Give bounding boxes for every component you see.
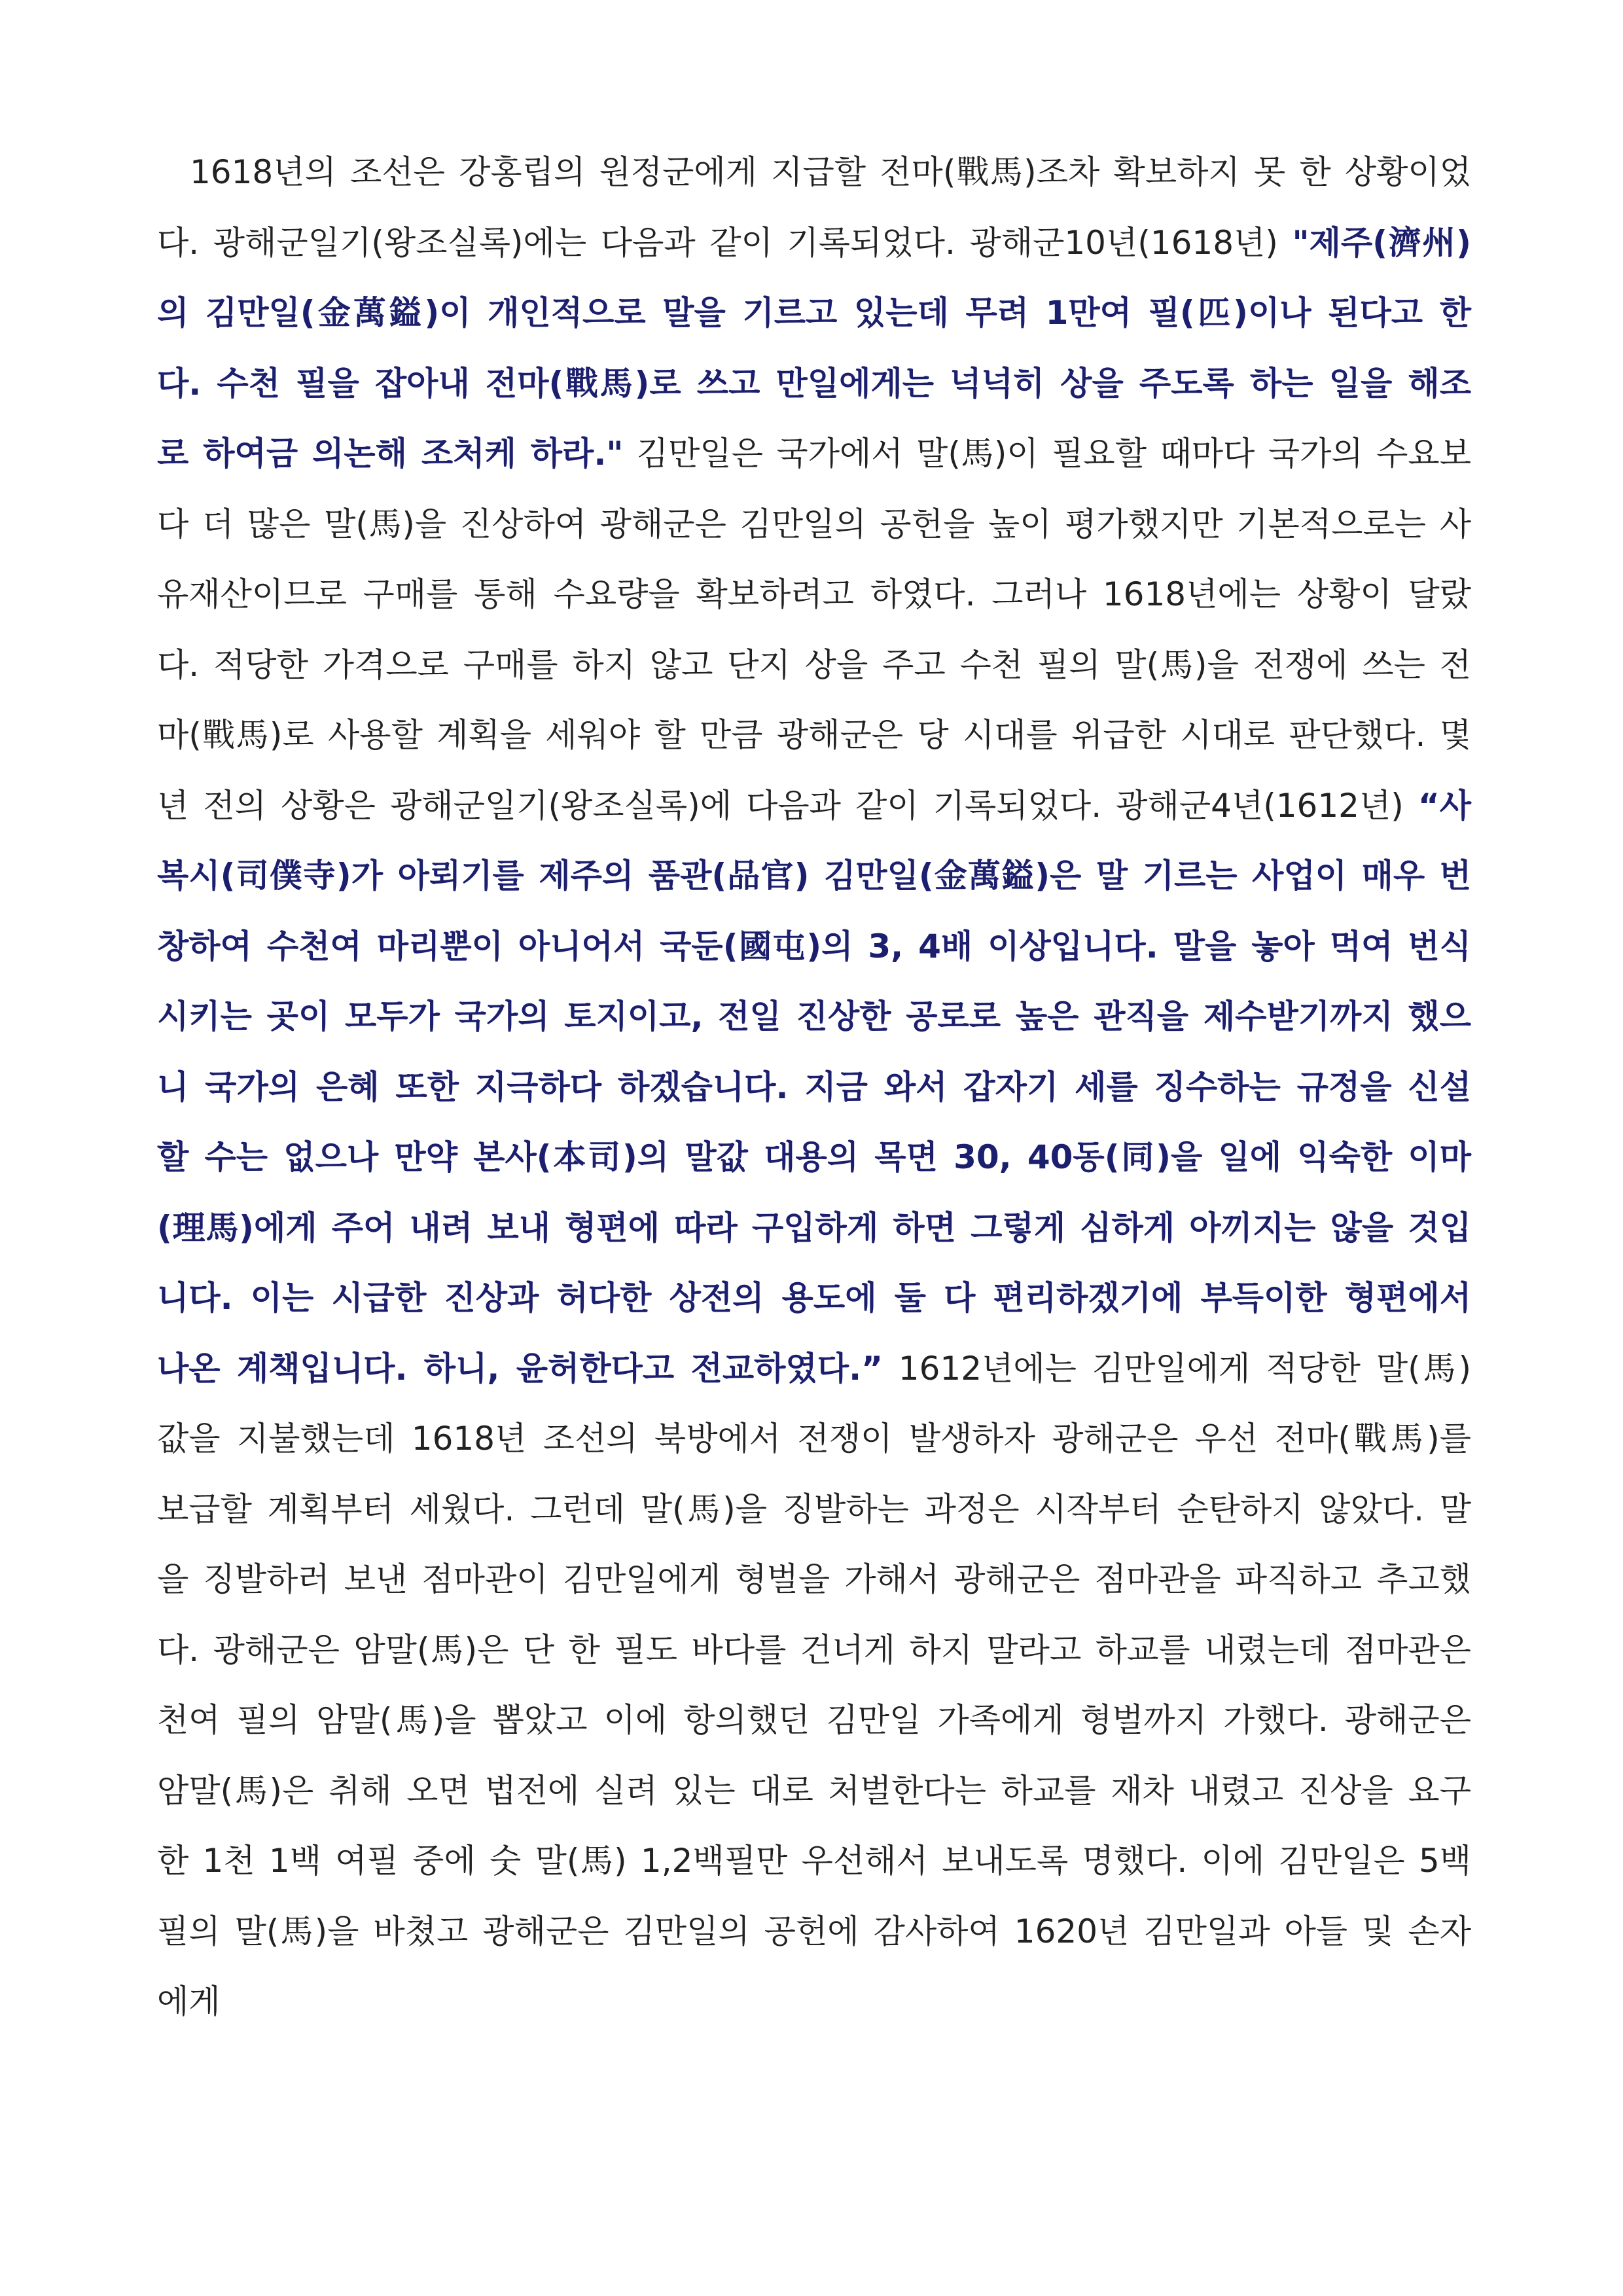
text-segment: 김만일은 국가에서 말(馬)이 필요할 때마다 국가의 수요보다 더 많은 말(馬)을 진상하여 광해군은 김만일의 공헌을 높이 평가했지만 기본적으로는 사유재산이므로 구매를 통해 수요량을 확보하려고 하였다. 그러나 1618년에는 상황이 달랐다. 적당한 가격으로 구매를 하지 않고 단지 상을 주고 수천 필의 말(馬)을 전쟁에 쓰는 전마(戰馬)로 사용할 계획을 세워야 할 만큼 광해군은 당 시대를 위급한 시대로 판단했다. 몇 년 전의 상황은 광해군일기(왕조실록)에 다음과 같이 기록되었다. 광해군4년(1612년) [157,435,1471,825]
body-paragraph [157,137,1471,2037]
quoted-record: "제주(濟州)의 김만일(金萬鎰)이 개인적으로 말을 기르고 있는데 무려 1만여 필(匹)이나 된다고 한다. 수천 필을 잡아내 전마(戰馬)로 쓰고 만일에게는 넉넉히 상을 주도록 하는 일을 해조로 하여금 의논해 조처케 하라." [157,223,1471,473]
text-segment: 1618년의 조선은 강홍립의 원정군에게 지급할 전마(戰馬)조차 확보하지 못 한 상황이었다. 광해군일기(왕조실록)에는 다음과 같이 기록되었다. 광해군10년(1618년) [157,153,1471,262]
quoted-record: “사복시(司僕寺)가 아뢰기를 제주의 품관(品官) 김만일(金萬鎰)은 말 기르는 사업이 매우 번창하여 수천여 마리뿐이 아니어서 국둔(國屯)의 3, 4배 이상입니다. 말을 놓아 먹여 번식시키는 곳이 모두가 국가의 토지이고, 전일 진상한 공로로 높은 관직을 제수받기까지 했으니 국가의 은혜 또한 지극하다 하겠습니다. 지금 와서 갑자기 세를 징수하는 규정을 신설할 수는 없으나 만약 본사(本司)의 말값 대용의 목면 30, 40동(同)을 일에 익숙한 이마(理馬)에게 주어 내려 보내 형편에 따라 구입하게 하면 그렇게 심하게 아끼지는 않을 것입니다. 이는 시급한 진상과 허다한 상전의 용도에 둘 다 편리하겠기에 부득이한 형편에서 나온 계책입니다. 하니, 윤허한다고 전교하였다.” [157,786,1471,1388]
text-segment: 1612년에는 김만일에게 적당한 말(馬) 값을 지불했는데 1618년 조선의 북방에서 전쟁이 발생하자 광해군은 우선 전마(戰馬)를 보급할 계획부터 세웠다. 그런데 말(馬)을 징발하는 과정은 시작부터 순탄하지 않았다. 말을 징발하러 보낸 점마관이 김만일에게 형벌을 가해서 광해군은 점마관을 파직하고 추고했다. 광해군은 암말(馬)은 단 한 필도 바다를 건너게 하지 말라고 하교를 내렸는데 점마관은 천여 필의 암말(馬)을 뽑았고 이에 항의했던 김만일 가족에게 형벌까지 가했다. 광해군은 암말(馬)은 취해 오면 법전에 실려 있는 대로 처벌한다는 하교를 재차 내렸고 진상을 요구한 1천 1백 여필 중에 숫 말(馬) 1,2백필만 우선해서 보내도록 명했다. 이에 김만일은 5백필의 말(馬)을 바쳤고 광해군은 김만일의 공헌에 감사하여 1620년 김만일과 아들 및 손자에게 [157,1349,1472,2020]
document-page [157,137,1471,2037]
